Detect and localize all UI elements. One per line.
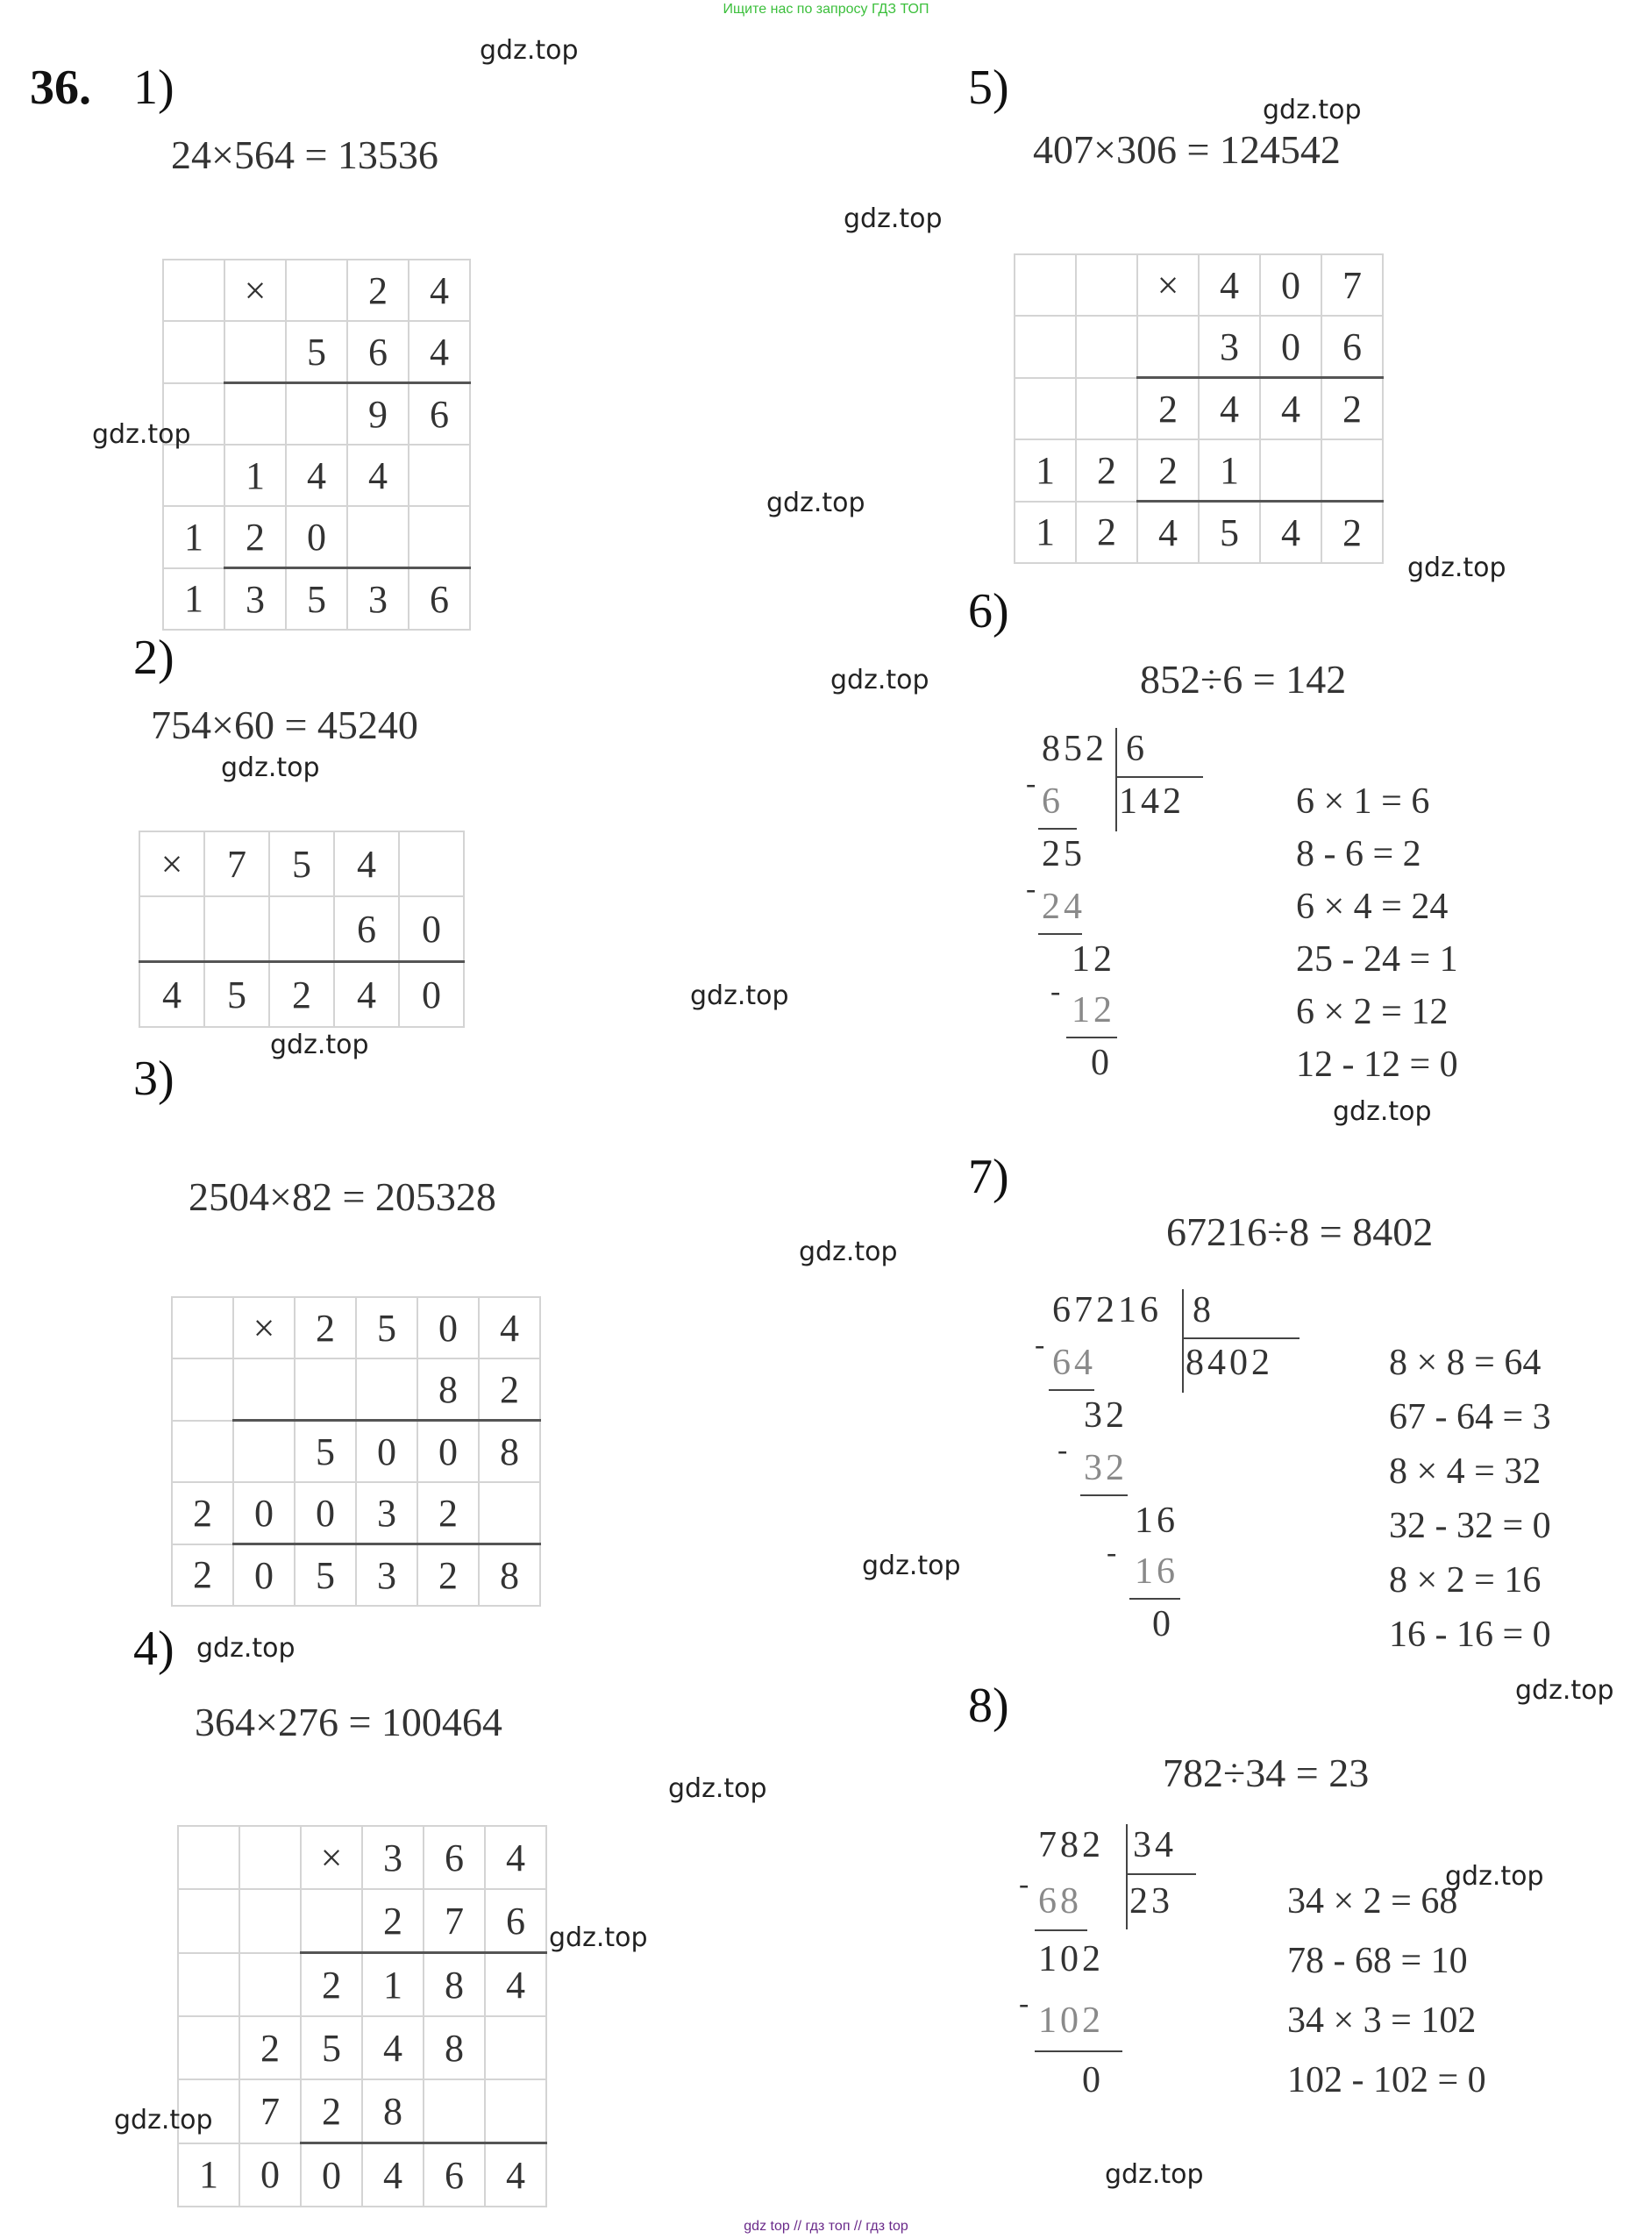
watermark: gdz.top (1333, 1096, 1432, 1127)
minus: - (1107, 1537, 1117, 1569)
grid-cell: 2 (1137, 378, 1199, 440)
grid-cell (1015, 378, 1076, 440)
grid-cell: 1 (1015, 439, 1076, 502)
grid-cell (163, 260, 224, 321)
grid-cell: 0 (399, 896, 464, 962)
grid-cell: 6 (409, 568, 470, 631)
work-line: 102 (1038, 2000, 1104, 2041)
watermark: gdz.top (221, 752, 320, 783)
grid-cell: 0 (301, 2143, 362, 2207)
watermark: gdz.top (1445, 1861, 1544, 1892)
grid-cell (1015, 316, 1076, 378)
grid-cell: 0 (417, 1421, 479, 1483)
grid-cell: 4 (347, 445, 409, 506)
problem-6-equation: 852÷6 = 142 (1140, 657, 1347, 702)
grid-cell (424, 2079, 485, 2143)
grid-cell: × (1137, 254, 1199, 316)
grid-cell (409, 506, 470, 568)
step: 6 × 2 = 12 (1296, 992, 1449, 1032)
problem-2-equation: 754×60 = 45240 (151, 702, 418, 747)
grid-cell: 1 (1015, 502, 1076, 564)
grid-cell: 3 (356, 1544, 417, 1607)
grid-cell: 1 (163, 506, 224, 568)
grid-cell (485, 2079, 546, 2143)
problem-3-label: 3) (133, 1052, 174, 1106)
grid-cell: 8 (424, 2016, 485, 2079)
grid-cell: 1 (224, 445, 286, 506)
watermark: gdz.top (1105, 2159, 1204, 2190)
step: 25 - 24 = 1 (1296, 939, 1458, 980)
watermark: gdz.top (862, 1551, 961, 1581)
top-banner[interactable]: Ищите нас по запросу ГДЗ ТОП (723, 2, 929, 17)
grid-cell: 0 (1260, 316, 1321, 378)
work-line: 68 (1038, 1881, 1082, 1922)
grid-cell: 0 (1260, 254, 1321, 316)
grid-cell: 7 (424, 1889, 485, 1953)
grid-cell (178, 1953, 239, 2017)
problem-7-equation: 67216÷8 = 8402 (1166, 1209, 1434, 1254)
work-line: 12 (1072, 939, 1115, 980)
grid-cell (347, 506, 409, 568)
grid-cell (172, 1421, 233, 1483)
dividend: 782 (1038, 1825, 1104, 1865)
grid-cell: 4 (479, 1297, 540, 1358)
grid-cell: 5 (295, 1544, 356, 1607)
grid-cell (356, 1358, 417, 1421)
step: 8 × 8 = 64 (1389, 1343, 1542, 1383)
grid-cell: × (224, 260, 286, 321)
grid-cell: 4 (1260, 502, 1321, 564)
watermark: gdz.top (549, 1922, 648, 1953)
divisor: 6 (1126, 729, 1148, 769)
grid-cell (1015, 254, 1076, 316)
watermark: gdz.top (690, 980, 789, 1011)
step: 6 × 4 = 24 (1296, 887, 1449, 927)
problem-1-equation: 24×564 = 13536 (171, 132, 438, 177)
work-line: 102 (1038, 1939, 1104, 1979)
grid-cell: 2 (295, 1297, 356, 1358)
grid-cell (178, 1889, 239, 1953)
grid-cell: 2 (301, 2079, 362, 2143)
watermark: gdz.top (830, 665, 929, 695)
grid-cell (224, 383, 286, 446)
grid-cell (409, 445, 470, 506)
grid-cell (1321, 439, 1383, 502)
step: 34 × 3 = 102 (1287, 2000, 1477, 2041)
grid-cell (239, 1953, 301, 2017)
problem-2-grid (139, 831, 465, 1028)
work-line: 25 (1042, 834, 1086, 874)
quotient: 142 (1119, 781, 1185, 822)
grid-cell: 2 (269, 962, 334, 1028)
grid-cell (239, 1889, 301, 1953)
grid-cell: 1 (178, 2143, 239, 2207)
grid-cell: 8 (479, 1421, 540, 1483)
grid-cell: 6 (485, 1889, 546, 1953)
grid-cell (269, 896, 334, 962)
grid-cell (399, 831, 464, 896)
grid-cell: 4 (485, 1826, 546, 1889)
watermark: gdz.top (1407, 553, 1506, 583)
watermark: gdz.top (114, 2105, 213, 2136)
minus: - (1035, 1329, 1045, 1361)
grid-cell: 4 (1199, 378, 1260, 440)
divisor: 34 (1133, 1825, 1177, 1865)
problem-8-long-division (1017, 1824, 1228, 2122)
grid-cell: 3 (362, 1826, 424, 1889)
problem-8-label: 8) (968, 1679, 1009, 1733)
grid-cell: 3 (347, 568, 409, 631)
grid-cell (1260, 439, 1321, 502)
grid-cell: 5 (295, 1421, 356, 1483)
work-line: 16 (1135, 1501, 1178, 1541)
grid-cell (204, 896, 269, 962)
watermark: gdz.top (196, 1633, 296, 1664)
grid-cell (172, 1297, 233, 1358)
grid-cell: 1 (1199, 439, 1260, 502)
work-line: 24 (1042, 887, 1086, 927)
exercise-number: 36. (30, 61, 91, 115)
problem-4-equation: 364×276 = 100464 (195, 1700, 502, 1744)
quotient: 8402 (1186, 1343, 1273, 1383)
grid-cell: 8 (424, 1953, 485, 2017)
grid-cell: 2 (362, 1889, 424, 1953)
grid-cell (178, 2016, 239, 2079)
grid-cell: 5 (301, 2016, 362, 2079)
grid-cell: 0 (356, 1421, 417, 1483)
grid-cell: 6 (347, 321, 409, 383)
grid-cell: 7 (1321, 254, 1383, 316)
minus: - (1026, 873, 1036, 905)
grid-cell: 4 (334, 831, 399, 896)
grid-cell: 2 (224, 506, 286, 568)
grid-cell: 2 (479, 1358, 540, 1421)
dividend: 852 (1042, 729, 1107, 769)
problem-3-grid (171, 1296, 541, 1607)
watermark: gdz.top (92, 419, 191, 450)
grid-cell: 8 (417, 1358, 479, 1421)
watermark: gdz.top (844, 203, 943, 234)
step: 6 × 1 = 6 (1296, 781, 1430, 822)
work-line: 6 (1042, 781, 1064, 822)
grid-cell: 7 (239, 2079, 301, 2143)
step: 67 - 64 = 3 (1389, 1397, 1551, 1437)
watermark: gdz.top (1263, 95, 1362, 125)
work-line: 0 (1152, 1604, 1174, 1644)
watermark: gdz.top (766, 488, 865, 518)
grid-cell (163, 445, 224, 506)
grid-cell: × (301, 1826, 362, 1889)
problem-8-equation: 782÷34 = 23 (1163, 1751, 1370, 1795)
grid-cell: 2 (1076, 502, 1137, 564)
grid-cell (286, 260, 347, 321)
grid-cell: 2 (417, 1482, 479, 1544)
grid-cell: 6 (424, 1826, 485, 1889)
grid-cell: 2 (239, 2016, 301, 2079)
problem-5-grid (1014, 253, 1384, 564)
grid-cell: 2 (347, 260, 409, 321)
grid-cell: 4 (1137, 502, 1199, 564)
grid-cell: 5 (286, 321, 347, 383)
grid-cell: 4 (409, 260, 470, 321)
grid-cell: 4 (485, 2143, 546, 2207)
work-line: 0 (1091, 1043, 1113, 1083)
minus: - (1050, 975, 1061, 1008)
step: 78 - 68 = 10 (1287, 1941, 1468, 1981)
grid-cell: 6 (409, 383, 470, 446)
divisor: 8 (1193, 1290, 1214, 1330)
grid-cell: 4 (409, 321, 470, 383)
problem-5-equation: 407×306 = 124542 (1033, 127, 1341, 172)
grid-cell: 5 (269, 831, 334, 896)
grid-cell (1076, 254, 1137, 316)
problem-4-grid (177, 1825, 547, 2207)
watermark: gdz.top (1515, 1675, 1614, 1706)
grid-cell (1076, 316, 1137, 378)
problem-1-grid (162, 259, 471, 631)
minus: - (1019, 1987, 1029, 2020)
minus: - (1026, 767, 1036, 800)
grid-cell (163, 321, 224, 383)
grid-cell: 2 (1321, 502, 1383, 564)
grid-cell: 2 (1321, 378, 1383, 440)
grid-cell (301, 1889, 362, 1953)
problem-7-label: 7) (968, 1150, 1009, 1204)
grid-cell: 2 (172, 1544, 233, 1607)
grid-cell (1076, 378, 1137, 440)
grid-cell: 1 (163, 568, 224, 631)
step: 8 - 6 = 2 (1296, 834, 1421, 874)
problem-6-long-division (1026, 728, 1254, 1096)
watermark: gdz.top (799, 1237, 898, 1267)
grid-cell: 3 (356, 1482, 417, 1544)
grid-cell: × (139, 831, 204, 896)
step: 102 - 102 = 0 (1287, 2060, 1486, 2100)
grid-cell (172, 1358, 233, 1421)
grid-cell: 2 (1076, 439, 1137, 502)
grid-cell: 0 (239, 2143, 301, 2207)
problem-5-label: 5) (968, 61, 1009, 115)
problem-6-label: 6) (968, 584, 1009, 638)
work-line: 12 (1072, 990, 1115, 1030)
work-line: 0 (1082, 2060, 1104, 2100)
minus: - (1019, 1868, 1029, 1900)
grid-cell: 4 (362, 2016, 424, 2079)
grid-cell (233, 1421, 295, 1483)
grid-cell: 0 (233, 1544, 295, 1607)
grid-cell: 4 (485, 1953, 546, 2017)
grid-cell: 0 (399, 962, 464, 1028)
grid-cell: 4 (286, 445, 347, 506)
grid-cell (479, 1482, 540, 1544)
grid-cell: × (233, 1297, 295, 1358)
grid-cell: 3 (224, 568, 286, 631)
grid-cell: 0 (286, 506, 347, 568)
problem-7-long-division (1035, 1289, 1315, 1675)
watermark: gdz.top (480, 35, 579, 66)
grid-cell: 4 (334, 962, 399, 1028)
grid-cell: 2 (417, 1544, 479, 1607)
grid-cell (233, 1358, 295, 1421)
quotient: 23 (1129, 1881, 1173, 1922)
grid-cell: 5 (1199, 502, 1260, 564)
watermark: gdz.top (270, 1030, 369, 1060)
dividend: 67216 (1052, 1290, 1162, 1330)
grid-cell (1137, 316, 1199, 378)
minus: - (1057, 1434, 1068, 1466)
work-line: 32 (1084, 1395, 1128, 1436)
grid-cell: 4 (1199, 254, 1260, 316)
grid-cell: 6 (334, 896, 399, 962)
grid-cell: 0 (295, 1482, 356, 1544)
grid-cell (286, 383, 347, 446)
grid-cell: 3 (1199, 316, 1260, 378)
problem-1-label: 1) (133, 61, 174, 115)
step: 12 - 12 = 0 (1296, 1045, 1458, 1085)
grid-cell: 0 (417, 1297, 479, 1358)
step: 8 × 4 = 32 (1389, 1451, 1542, 1492)
grid-cell (224, 321, 286, 383)
step: 32 - 32 = 0 (1389, 1506, 1551, 1546)
grid-cell: 0 (233, 1482, 295, 1544)
grid-cell: 2 (172, 1482, 233, 1544)
work-line: 64 (1052, 1343, 1096, 1383)
grid-cell: 2 (301, 1953, 362, 2017)
grid-cell: 7 (204, 831, 269, 896)
grid-cell: 8 (479, 1544, 540, 1607)
grid-cell: 1 (362, 1953, 424, 2017)
grid-cell: 5 (286, 568, 347, 631)
grid-cell: 4 (1260, 378, 1321, 440)
work-line: 16 (1135, 1551, 1178, 1592)
grid-cell: 6 (424, 2143, 485, 2207)
grid-cell (295, 1358, 356, 1421)
grid-cell: 4 (139, 962, 204, 1028)
watermark: gdz.top (668, 1773, 767, 1804)
grid-cell (178, 1826, 239, 1889)
step: 8 × 2 = 16 (1389, 1560, 1542, 1601)
grid-cell: 8 (362, 2079, 424, 2143)
grid-cell (139, 896, 204, 962)
problem-4-label: 4) (133, 1622, 174, 1676)
grid-cell: 9 (347, 383, 409, 446)
work-line: 32 (1084, 1448, 1128, 1488)
step: 34 × 2 = 68 (1287, 1881, 1458, 1922)
problem-3-equation: 2504×82 = 205328 (189, 1174, 496, 1219)
grid-cell: 2 (1137, 439, 1199, 502)
grid-cell: 6 (1321, 316, 1383, 378)
grid-cell: 5 (356, 1297, 417, 1358)
problem-2-label: 2) (133, 631, 174, 685)
step: 16 - 16 = 0 (1389, 1615, 1551, 1655)
bottom-banner[interactable]: gdz top // гдз топ // гдз top (744, 2219, 908, 2234)
grid-cell (485, 2016, 546, 2079)
grid-cell: 4 (362, 2143, 424, 2207)
grid-cell (239, 1826, 301, 1889)
grid-cell: 5 (204, 962, 269, 1028)
